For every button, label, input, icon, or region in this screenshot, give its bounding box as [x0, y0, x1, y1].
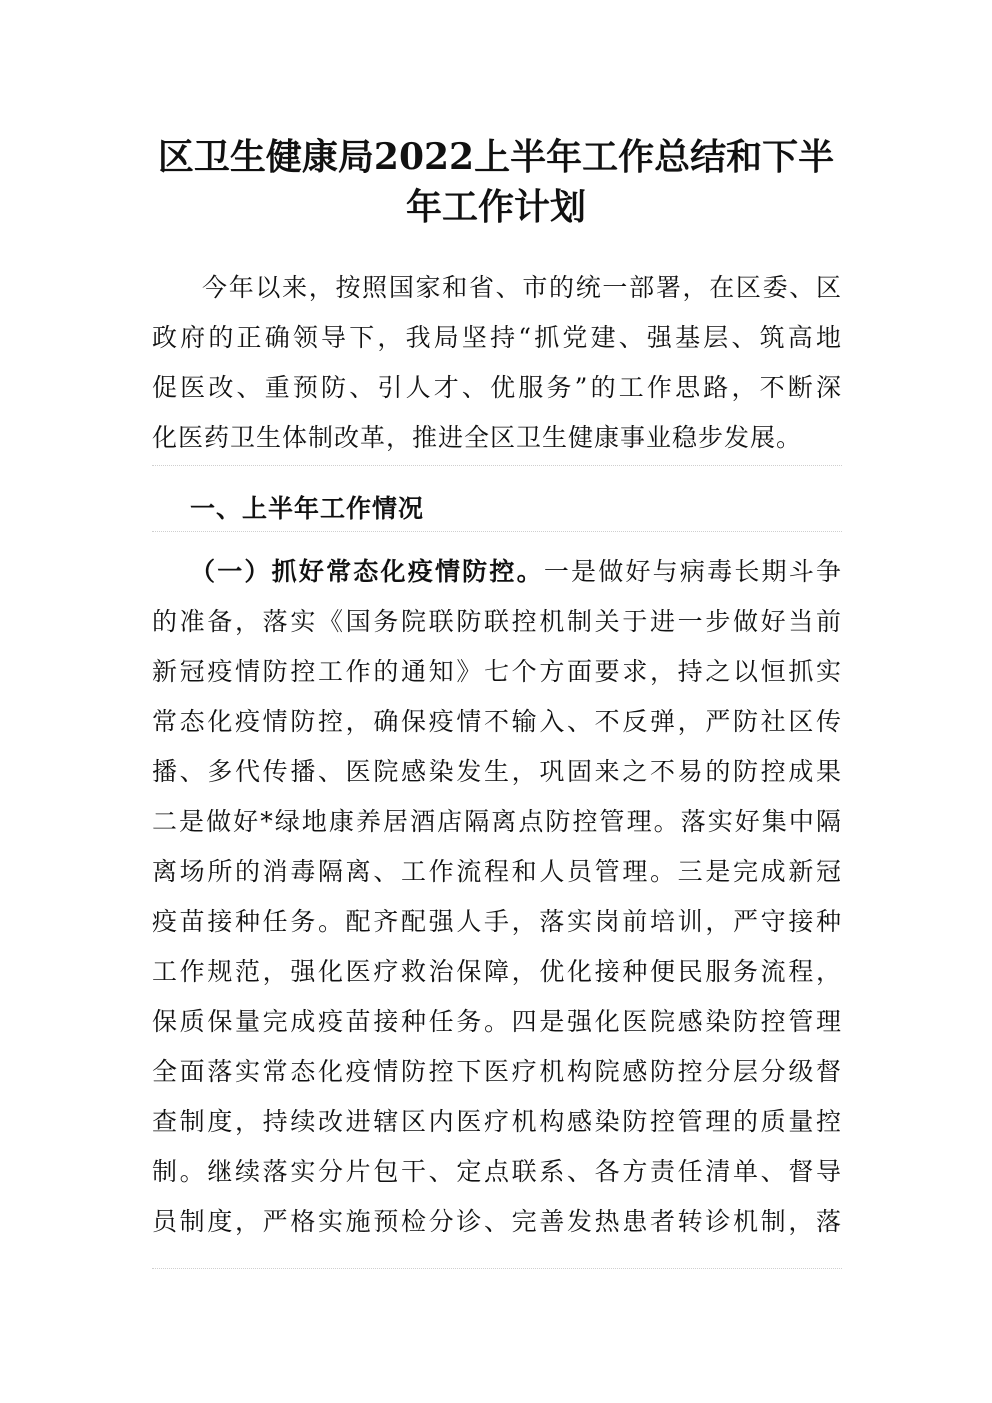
intro-line: 促医改、重预防、引人才、优服务”的工作思路，不断深 — [152, 362, 842, 414]
body-line: 的准备，落实《国务院联防联控机制关于进一步做好当前 — [152, 596, 842, 648]
intro-line: 今年以来，按照国家和省、市的统一部署，在区委、区 — [152, 262, 842, 314]
body-line: （一）抓好常态化疫情防控。一是做好与病毒长期斗争 — [152, 546, 842, 598]
body-line: 二是做好*绿地康养居酒店隔离点防控管理。落实好集中隔 — [152, 796, 842, 848]
intro-line: 政府的正确领导下，我局坚持“抓党建、强基层、筑高地 — [152, 312, 842, 364]
document-title — [150, 132, 842, 232]
section-heading: 一、上半年工作情况 — [190, 494, 425, 523]
body-line: 保质保量完成疫苗接种任务。四是强化医院感染防控管理 — [152, 996, 842, 1048]
body-line: 全面落实常态化疫情防控下医疗机构院感防控分层分级督 — [152, 1046, 842, 1098]
body-line: 离场所的消毒隔离、工作流程和人员管理。三是完成新冠 — [152, 846, 842, 898]
body-line: 疫苗接种任务。配齐配强人手，落实岗前培训，严守接种 — [152, 896, 842, 948]
body-line: 常态化疫情防控，确保疫情不输入、不反弹，严防社区传 — [152, 696, 842, 748]
intro-line: 化医药卫生体制改革，推进全区卫生健康事业稳步发展。 — [152, 423, 803, 452]
body-line: 播、多代传播、医院感染发生，巩固来之不易的防控成果 — [152, 746, 842, 798]
line-rule — [152, 465, 842, 467]
body-line: 新冠疫情防控工作的通知》七个方面要求，持之以恒抓实 — [152, 646, 842, 698]
body-line: 员制度，严格实施预检分诊、完善发热患者转诊机制，落 — [152, 1196, 842, 1248]
body-line: 工作规范，强化医疗救治保障，优化接种便民服务流程， — [152, 946, 842, 998]
body-line: 查制度，持续改进辖区内医疗机构感染防控管理的质量控 — [152, 1096, 842, 1148]
title-line-1: 区卫生健康局2022上半年工作总结和下半 — [157, 136, 835, 178]
sub-heading: （一）抓好常态化疫情防控。 — [190, 557, 544, 586]
body-line: 制。继续落实分片包干、定点联系、各方责任清单、督导 — [152, 1146, 842, 1198]
title-line-2: 年工作计划 — [405, 186, 586, 228]
line-rule — [152, 1268, 842, 1270]
line-rule — [152, 531, 842, 533]
